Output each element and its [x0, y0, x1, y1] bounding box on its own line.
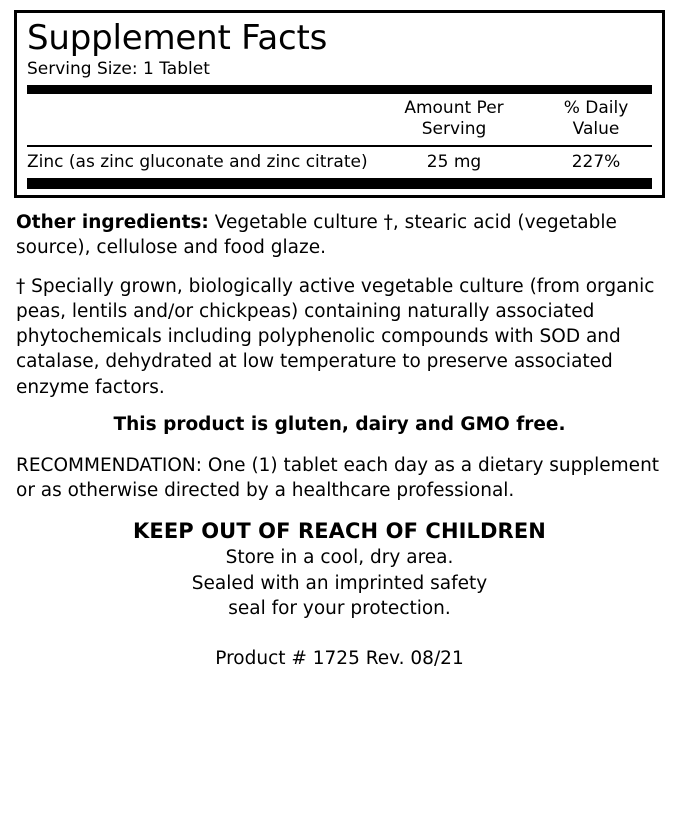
label-body-copy: [14, 210, 665, 669]
column-header-dv-line2: Value: [572, 119, 620, 140]
column-header-amount: [368, 98, 540, 141]
storage-line-2: Sealed with an imprinted safety: [191, 572, 488, 594]
column-header-daily-value: [540, 98, 652, 141]
supplement-facts-panel: [14, 10, 665, 198]
other-ingredients-text: Vegetable culture †, stearic acid (vegetable source), cellulose and food glaze.: [16, 211, 617, 258]
recommendation-text: One (1) tablet each day as a dietary supplement or as otherwise directed by a healthcare professional.: [16, 454, 660, 501]
column-header-amount-line2: Serving: [421, 119, 487, 140]
nutrient-amount: 25 mg: [426, 151, 482, 172]
other-ingredients-label: Other ingredients:: [16, 211, 209, 233]
storage-line-1: Store in a cool, dry area.: [225, 546, 454, 568]
recommendation-label: RECOMMENDATION:: [16, 454, 203, 476]
dagger-note-paragraph: † Specially grown, biologically active vegetable culture (from organic peas, lentils and/or chickpeas) containing naturally associated phytochemicals including polyphenolic compounds with SOD and catalase, dehydrated at low temperature to preserve associated enzyme factors.: [16, 275, 655, 398]
column-header-dv-line1: % Daily: [563, 98, 629, 119]
keep-out-of-reach-warning: KEEP OUT OF REACH OF CHILDREN: [133, 518, 546, 543]
table-row: [27, 147, 652, 178]
column-header-amount-line1: Amount Per: [404, 98, 504, 119]
product-number-revision: Product # 1725 Rev. 08/21: [215, 647, 464, 669]
serving-size: Serving Size: 1 Tablet: [27, 58, 210, 79]
recommendation-paragraph: [16, 453, 663, 503]
column-header-row: [27, 94, 652, 145]
divider-thick-bottom: [27, 178, 652, 189]
storage-line-3: seal for your protection.: [228, 598, 451, 620]
nutrient-name: Zinc (as zinc gluconate and zinc citrate): [27, 151, 368, 172]
divider-thick-top: [27, 85, 652, 94]
free-from-statement: This product is gluten, dairy and GMO free.: [113, 413, 566, 435]
panel-title: Supplement Facts: [27, 18, 328, 58]
nutrient-daily-value: 227%: [571, 151, 621, 172]
other-ingredients-paragraph: [16, 210, 663, 260]
